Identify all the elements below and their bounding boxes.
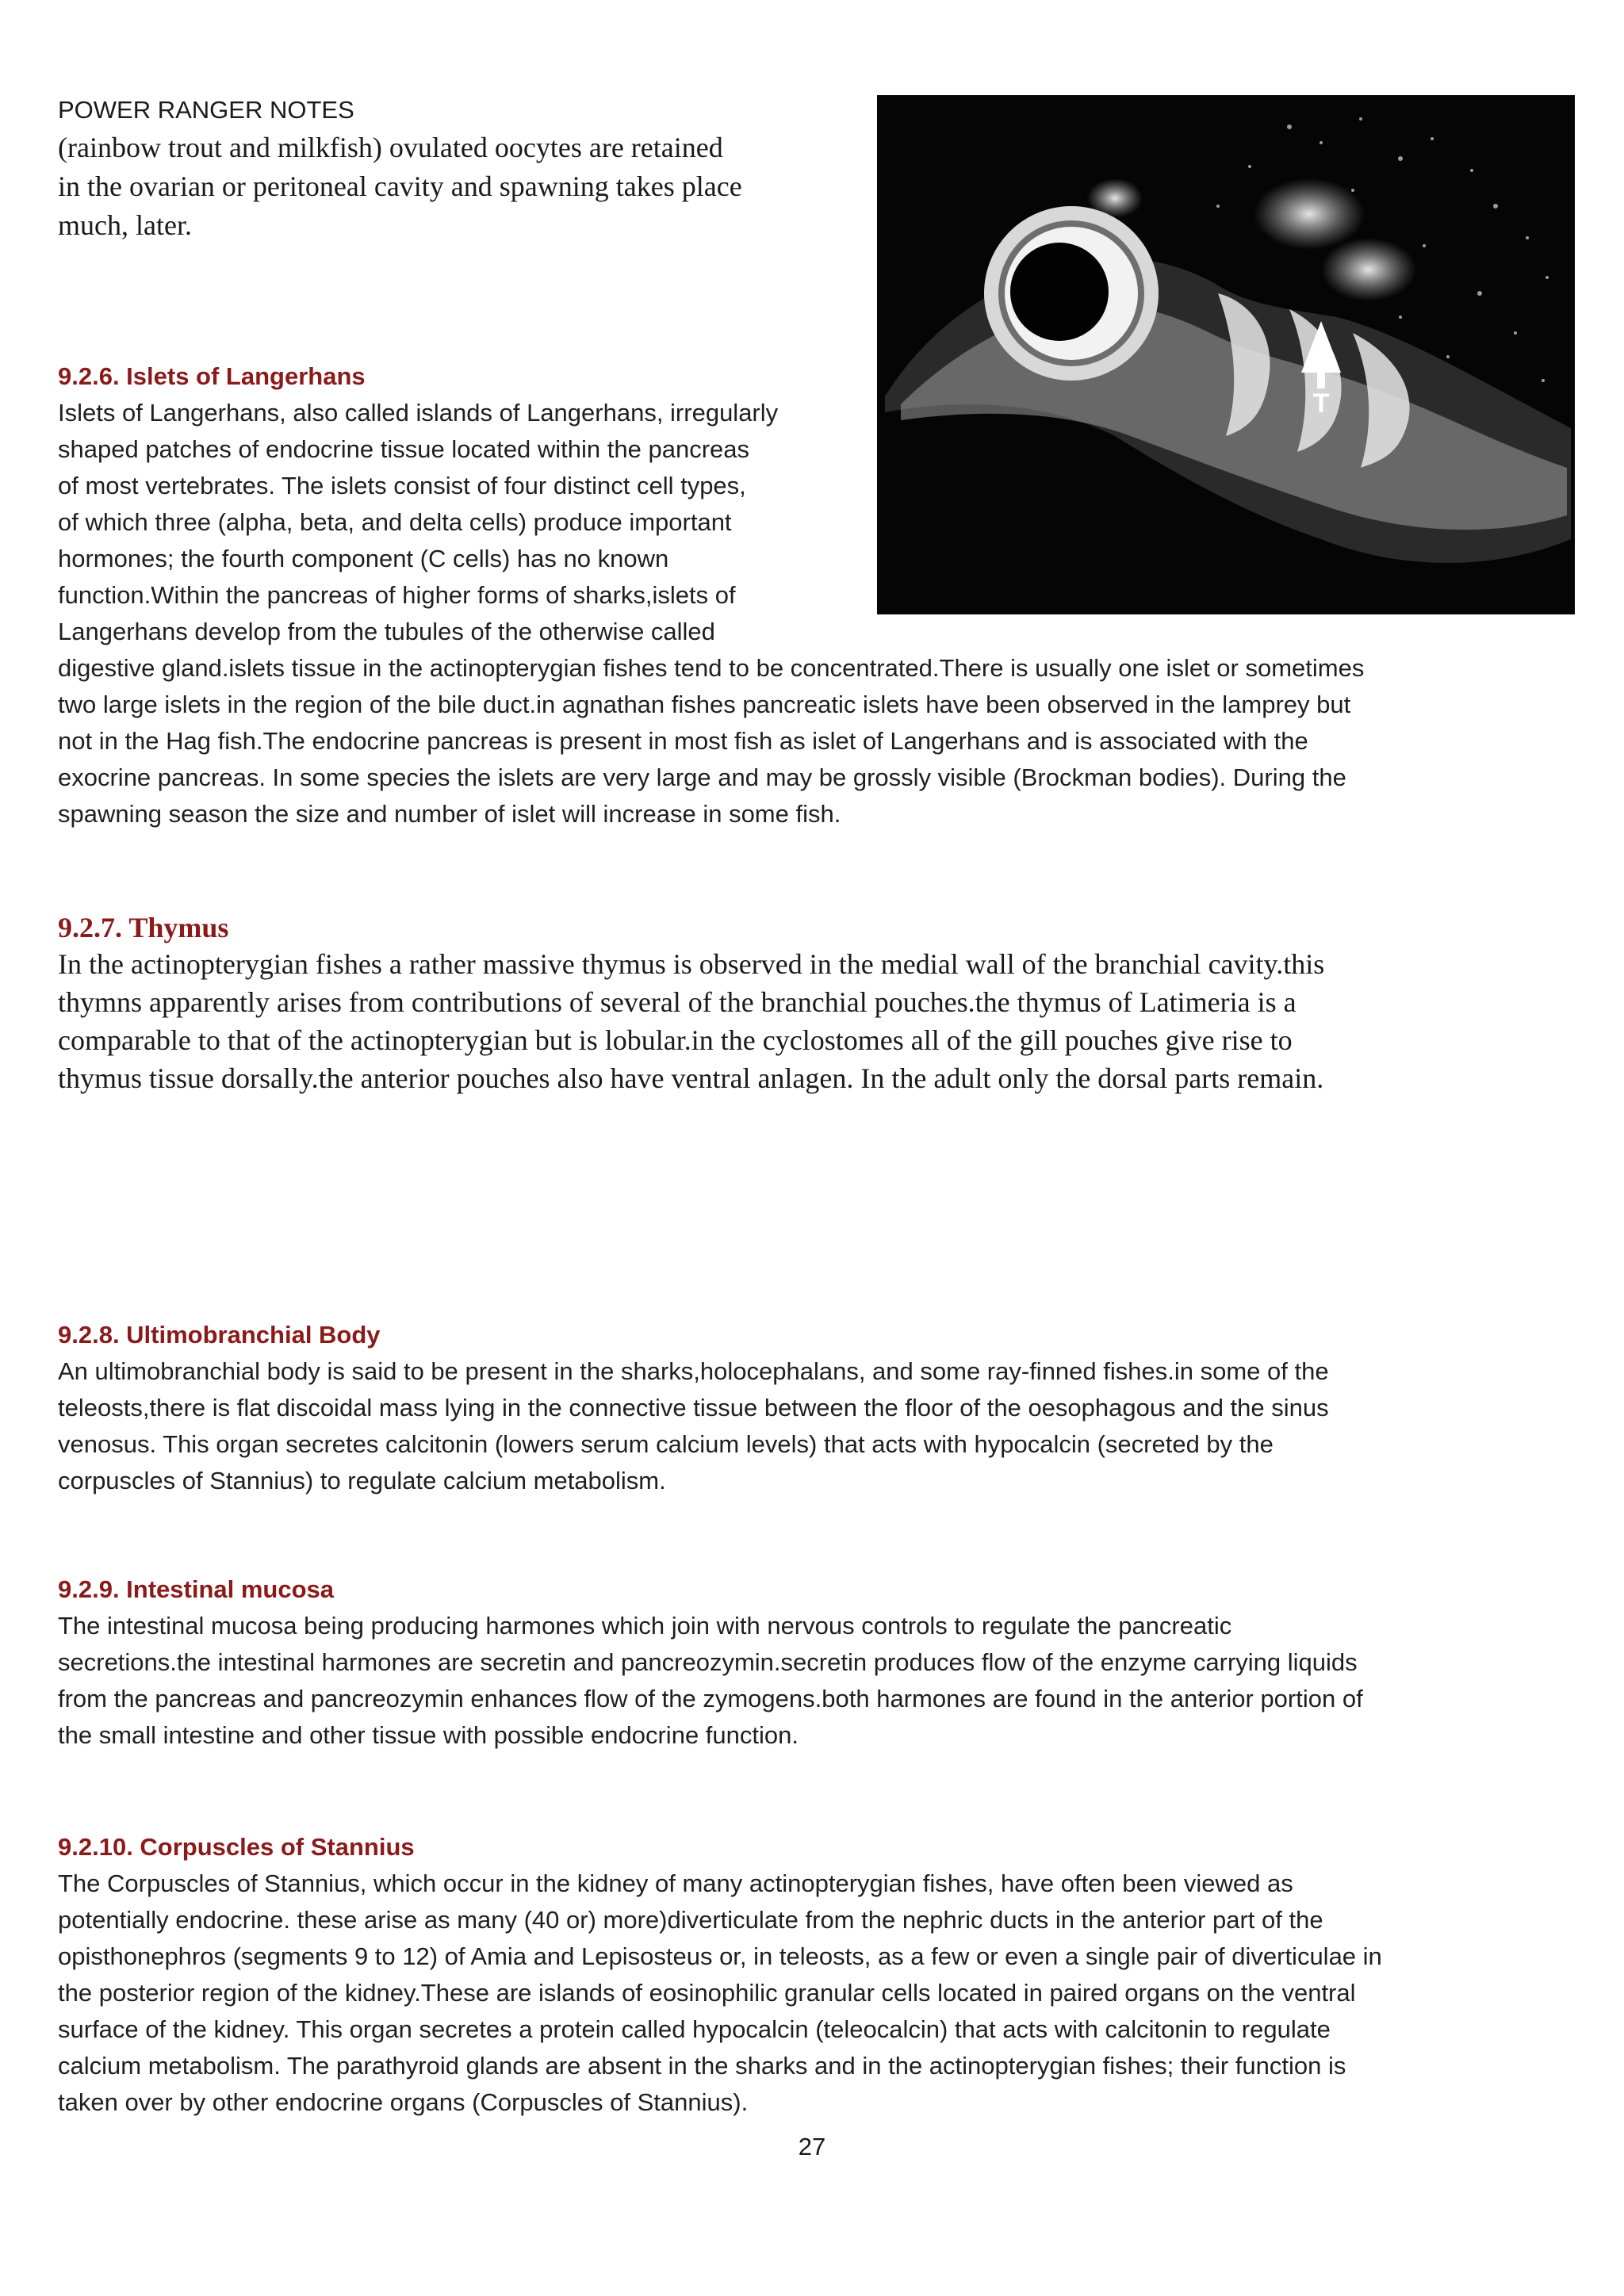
section-heading-islets: 9.2.6. Islets of Langerhans [58, 362, 366, 390]
text-line: (rainbow trout and milkfish) ovulated oocytes are retained [58, 132, 723, 163]
text-line: exocrine pancreas. In some species the islets are very large and may be grossly visible (Brockman bodies). During the [58, 763, 1346, 791]
text-line: The intestinal mucosa being producing harmones which join with nervous controls to regulate the pancreatic [58, 1612, 1232, 1640]
section-body-islets [58, 395, 1364, 832]
text-line: calcium metabolism. The parathyroid glands are absent in the sharks and in the actinopterygian fishes; their function is [58, 2052, 1346, 2080]
text-line: the small intestine and other tissue with possible endocrine function. [58, 1721, 799, 1749]
section-heading-stannius: 9.2.10. Corpuscles of Stannius [58, 1833, 415, 1861]
document-header: POWER RANGER NOTES [58, 96, 354, 124]
section-heading-intestinal: 9.2.9. Intestinal mucosa [58, 1575, 335, 1603]
text-line: hormones; the fourth component (C cells) has no known [58, 545, 669, 572]
text-line: secretions.the intestinal harmones are secretin and pancreozymin.secretin produces flow of the enzyme carrying liquids [58, 1648, 1358, 1676]
text-line: thymus tissue dorsally.the anterior pouches also have ventral anlagen. In the adult only the dorsal parts remain. [58, 1062, 1324, 1094]
text-line: corpuscles of Stannius) to regulate calcium metabolism. [58, 1467, 666, 1494]
text-line: surface of the kidney. This organ secretes a protein called hypocalcin (teleocalcin) that acts with calcitonin to regulate [58, 2015, 1331, 2043]
text-line: In the actinopterygian fishes a rather massive thymus is observed in the medial wall of the branchial cavity.this [58, 948, 1325, 980]
text-line: much, later. [58, 209, 192, 241]
section-body-intestinal [58, 1608, 1363, 1754]
text-line: of which three (alpha, beta, and delta cells) produce important [58, 508, 732, 536]
text-line: The Corpuscles of Stannius, which occur in the kidney of many actinopterygian fishes, have often been viewed as [58, 1869, 1293, 1897]
text-line: Langerhans develop from the tubules of the otherwise called [58, 618, 715, 645]
text-line: Islets of Langerhans, also called islands of Langerhans, irregularly [58, 399, 779, 427]
text-line: teleosts,there is flat discoidal mass lying in the connective tissue between the floor of the oesophagous and the sinus [58, 1394, 1329, 1422]
text-line: opisthonephros (segments 9 to 12) of Amia and Lepisosteus or, in teleosts, as a few or even a single pair of diverticulae in [58, 1942, 1382, 1970]
figure-marker-label: T [1312, 388, 1330, 419]
text-line: spawning season the size and number of islet will increase in some fish. [58, 800, 841, 828]
text-line: comparable to that of the actinopterygian but is lobular.in the cyclostomes all of the gill pouches give rise to [58, 1024, 1293, 1056]
section-body-thymus [58, 945, 1549, 1097]
section-body-stannius [58, 1866, 1382, 2121]
text-line: two large islets in the region of the bile duct.in agnathan fishes pancreatic islets have been observed in the lamprey but [58, 691, 1351, 718]
text-line: thymns apparently arises from contributions of several of the branchial pouches.the thymus of Latimeria is a [58, 986, 1297, 1018]
text-line: the posterior region of the kidney.These are islands of eosinophilic granular cells located in paired organs on the ventral [58, 1979, 1356, 2007]
section-heading-thymus: 9.2.7. Thymus [58, 912, 229, 943]
page-number: 27 [798, 2133, 826, 2160]
text-line: shaped patches of endocrine tissue located within the pancreas [58, 435, 750, 463]
text-line: of most vertebrates. The islets consist of four distinct cell types, [58, 472, 746, 499]
text-line: in the ovarian or peritoneal cavity and spawning takes place [58, 170, 742, 202]
intro-paragraph [58, 128, 851, 245]
text-line: from the pancreas and pancreozymin enhances flow of the zymogens.both harmones are found in the anterior portion of [58, 1685, 1363, 1712]
text-line: function.Within the pancreas of higher forms of sharks,islets of [58, 581, 736, 609]
text-line: venosus. This organ secretes calcitonin (lowers serum calcium levels) that acts with hypocalcin (secreted by the [58, 1430, 1274, 1458]
section-body-ultimobranchial [58, 1353, 1329, 1499]
text-line: not in the Hag fish.The endocrine pancreas is present in most fish as islet of Langerhans and is associated with the [58, 727, 1308, 755]
text-line: digestive gland.islets tissue in the actinopterygian fishes tend to be concentrated.There is usually one islet or sometimes [58, 654, 1365, 682]
text-line: potentially endocrine. these arise as many (40 or) more)diverticulate from the nephric ducts in the anterior part of the [58, 1906, 1323, 1934]
text-line: An ultimobranchial body is said to be present in the sharks,holocephalans, and some ray-finned fishes.in some of the [58, 1357, 1329, 1385]
text-line: taken over by other endocrine organs (Corpuscles of Stannius). [58, 2088, 749, 2116]
section-heading-ultimobranchial: 9.2.8. Ultimobranchial Body [58, 1321, 381, 1349]
